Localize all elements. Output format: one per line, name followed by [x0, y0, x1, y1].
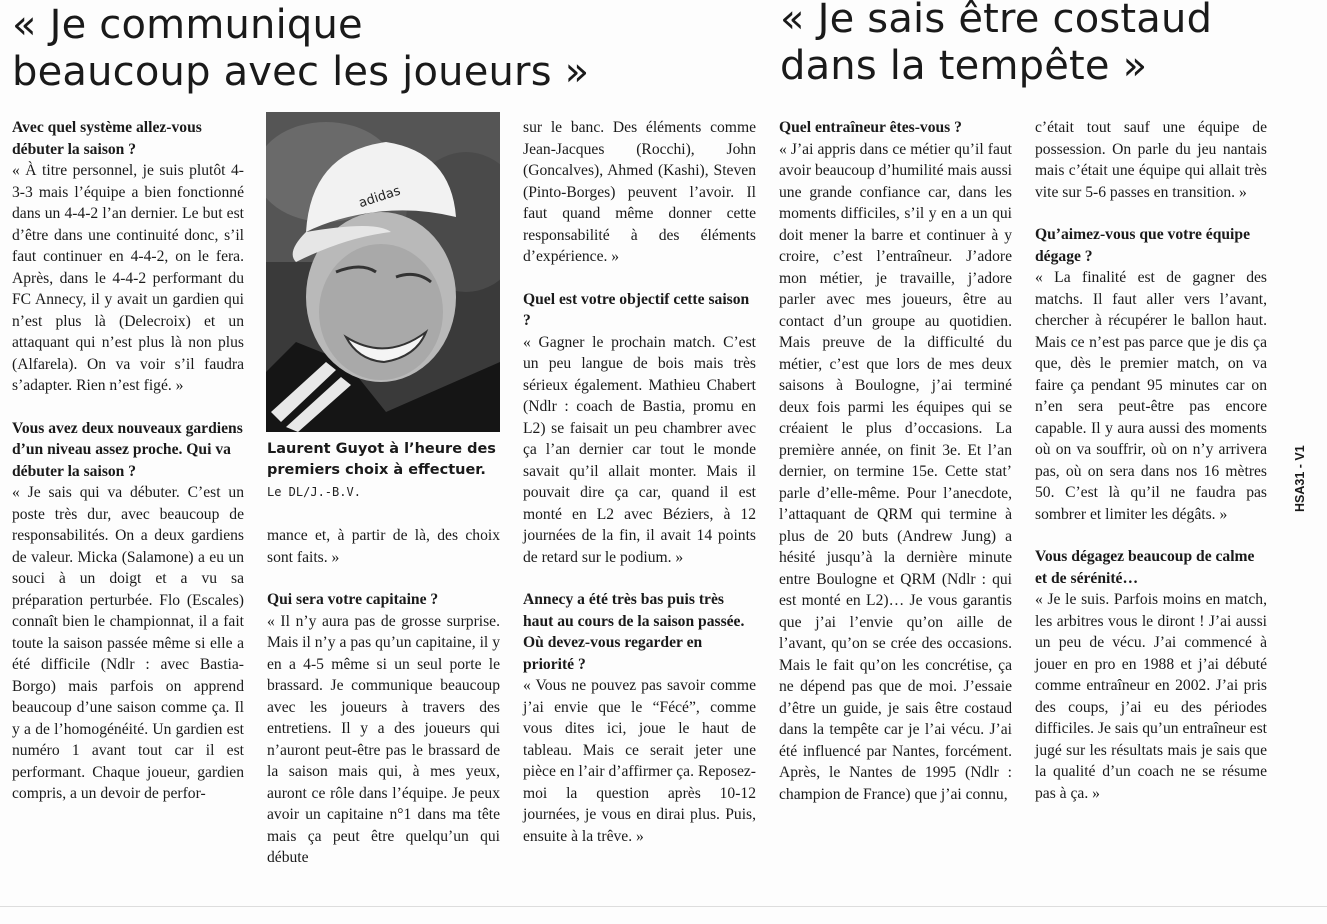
left-column-2 — [267, 525, 500, 869]
answer: « Gagner le prochain match. C’est un peu langue de bois mais très sérieux également. Mathieu Chabert (Ndlr : coach de Bastia, promu en L2) se faisait un peu chambrer avec ça l’an dernier car tout le monde savait qu’il allait monter. Mais il pouvait dire ça car, quand il est monté en L2 avec Béziers, à 12 journées de la fin, il avait 14 points de retard sur le podium. » — [523, 333, 756, 566]
left-column-3 — [523, 117, 756, 847]
right-headline-line1: « Je sais être costaud — [780, 0, 1213, 42]
answer: « Je le suis. Parfois moins en match, les arbitres vous le diront ! J’ai aussi un peu de vécu. J’ai commencé à jouer en pro en 1988 et j’ai débuté comme entraîneur en 2002. J’ai pris des coups, j’ai eu des périodes difficiles. Je sais qu’un entraîneur est jugé sur les résultats mais je sais que la qualité d’un coach ne se résume pas à ça. » — [1035, 591, 1267, 802]
svg-text:adidas: adidas — [357, 183, 403, 212]
left-headline-line1: « Je communique — [12, 2, 363, 48]
answer: « À titre personnel, je suis plutôt 4-3-3 mais l’équipe a bien fonctionné dans un 4-4-2 l’an dernier. Le but est d’être dans une continuité donc, s’il faut continuer en 4-4-2, on le fera. Après, dans le 4-4-2 performant du FC Annecy, il y avait un gardien qui n’est plus là (Delecroix) et un attaquant qui n’est plus là non plus (Alfarela). On va voir s’il faudra s’adapter. Rien n’est figé. » — [12, 162, 244, 394]
left-column-1 — [12, 117, 244, 805]
answer: sur le banc. Des éléments comme Jean-Jacques (Rocchi), John (Goncalves), Ahmed (Kashi), Steven (Pinto-Borges) peuvent l’avoir. Il faut quand même donner cette responsabilité à des éléments d’expérience. » — [523, 119, 756, 265]
right-column-1 — [779, 117, 1012, 805]
answer: c’était tout sauf une équipe de possession. On parle du jeu nantais mais c’était une équipe qui allait très vite sur 5-6 passes en transition. » — [1035, 119, 1267, 201]
page-divider — [0, 906, 1327, 907]
question: Vous dégagez beaucoup de calme et de sérénité… — [1035, 548, 1255, 587]
answer: « Il n’y aura pas de grosse surprise. Mais il n’y a pas qu’un capitaine, il y en a 4-5 même si un seul porte le brassard. Je communique beaucoup avec les joueurs à travers des entretiens. Il y a des joueurs qui n’auront peut-être pas le brassard de la saison mais qui, à mes yeux, auront ce rôle dans l’équipe. Je peux avoir un capitaine n°1 dans ma tête mais ça peut être quelqu’un qui débute — [267, 612, 500, 866]
question: Quel entraîneur êtes-vous ? — [779, 119, 962, 136]
left-headline-line2: beaucoup avec les joueurs » — [12, 49, 590, 95]
question: Qu’aimez-vous que votre équipe dégage ? — [1035, 226, 1250, 265]
right-column-2 — [1035, 117, 1267, 804]
right-headline — [780, 0, 1212, 90]
question: Quel est votre objectif cette saison ? — [523, 290, 750, 329]
coach-photo — [266, 112, 500, 432]
page-code-label: HSA31 - V1 — [1293, 445, 1307, 512]
question: Qui sera votre capitaine ? — [267, 591, 439, 608]
question: Avec quel système allez-vous débuter la saison ? — [12, 119, 202, 158]
question: Vous avez deux nouveaux gardiens d’un niveau assez proche. Qui va débuter la saison ? — [12, 419, 243, 480]
answer: « La finalité est de gagner des matchs. Il faut aller vers l’avant, chercher à récupérer le ballon haut. Mais ce n’est pas parce que je dis ça que, dès le premier match, on va faire ça pendant 95 minutes car on n’en sera peut-être pas encore capable. Il y aura aussi des moments où on va souffrir, où on n’y arrivera pas, où on sera dans nos 16 mètres 50. C’est là qu’il ne faudra pas sombrer et limiter les dégâts. » — [1035, 269, 1267, 523]
photo-credit: Le DL/J.-B.V. — [267, 485, 361, 499]
question: Annecy a été très bas puis très haut au cours de la saison passée. Où devez-vous regarder en priorité ? — [523, 591, 745, 673]
answer: « Vous ne pouvez pas savoir comme j’ai envie que le “Fécé”, comme vous dites ici, joue le haut de tableau. Mais ce serait jeter une pièce en l’air d’affirmer ça. Reposez-moi la question après 10-12 journées, je vous en dirai plus. Puis, ensuite à la trêve. » — [523, 677, 756, 845]
left-headline — [12, 2, 589, 96]
photo-caption: Laurent Guyot à l’heure des premiers choix à effectuer. — [267, 441, 496, 478]
answer: mance et, à partir de là, des choix sont faits. » — [267, 527, 500, 566]
photo-image — [266, 112, 500, 432]
right-headline-line2: dans la tempête » — [780, 43, 1148, 89]
answer: « J’ai appris dans ce métier qu’il faut avoir beaucoup d’humilité mais aussi une grande confiance car, dans les moments difficiles, s’il y en a un qui doit mener la barre et continuer à y croire, c’est l’entraîneur. J’adore mon métier, je travaille, j’adore parler avec mes joueurs, être au contact d’un groupe au quotidien. Mais preuve de la difficulté du métier, c’est que lors de mes deux saisons à Boulogne, j’ai terminé deux fois parmi les équipes qui se créaient le plus d’occasions. La première année, on finit 3e. Et l’an dernier, on termine 15e. Cette stat’ parle d’elle-même. Pour l’anecdote, l’attaquant de QRM qui termine à plus de 20 buts (Andrew Jung) a hésité jusqu’à la dernière minute entre Boulogne et QRM (Ndlr : qui est monté en L2)… Je vous garantis que j’ai l’envie qu’on aille de l’avant, qu’on se crée des occasions. Mais le fait qu’on les concrétise, ça ne dépend pas que de moi. J’essaie d’être un guide, je sais être costaud dans la tempête car je l’ai vécu. J’ai été influencé par Nantes, forcément. Après, le Nantes de 1995 (Ndlr : champion de France) que j’ai connu, — [779, 140, 1012, 803]
answer: « Je sais qui va débuter. C’est un poste très dur, avec beaucoup de responsabilités. On a deux gardiens de valeur. Micka (Salamone) a eu un souci à un doigt et a vu sa préparation perturbée. Flo (Escales) connaît bien le championnat, il a fait toute la saison passée même si elle a été difficile (Ndlr : avec Bastia-Borgo) mais parfois on apprend beaucoup d’une saison comme ça. Il y a de l’homogénéité. Un gardien est numéro 1 avant tout car il est performant. Chaque joueur, gardien compris, a un devoir de perfor- — [12, 484, 244, 802]
